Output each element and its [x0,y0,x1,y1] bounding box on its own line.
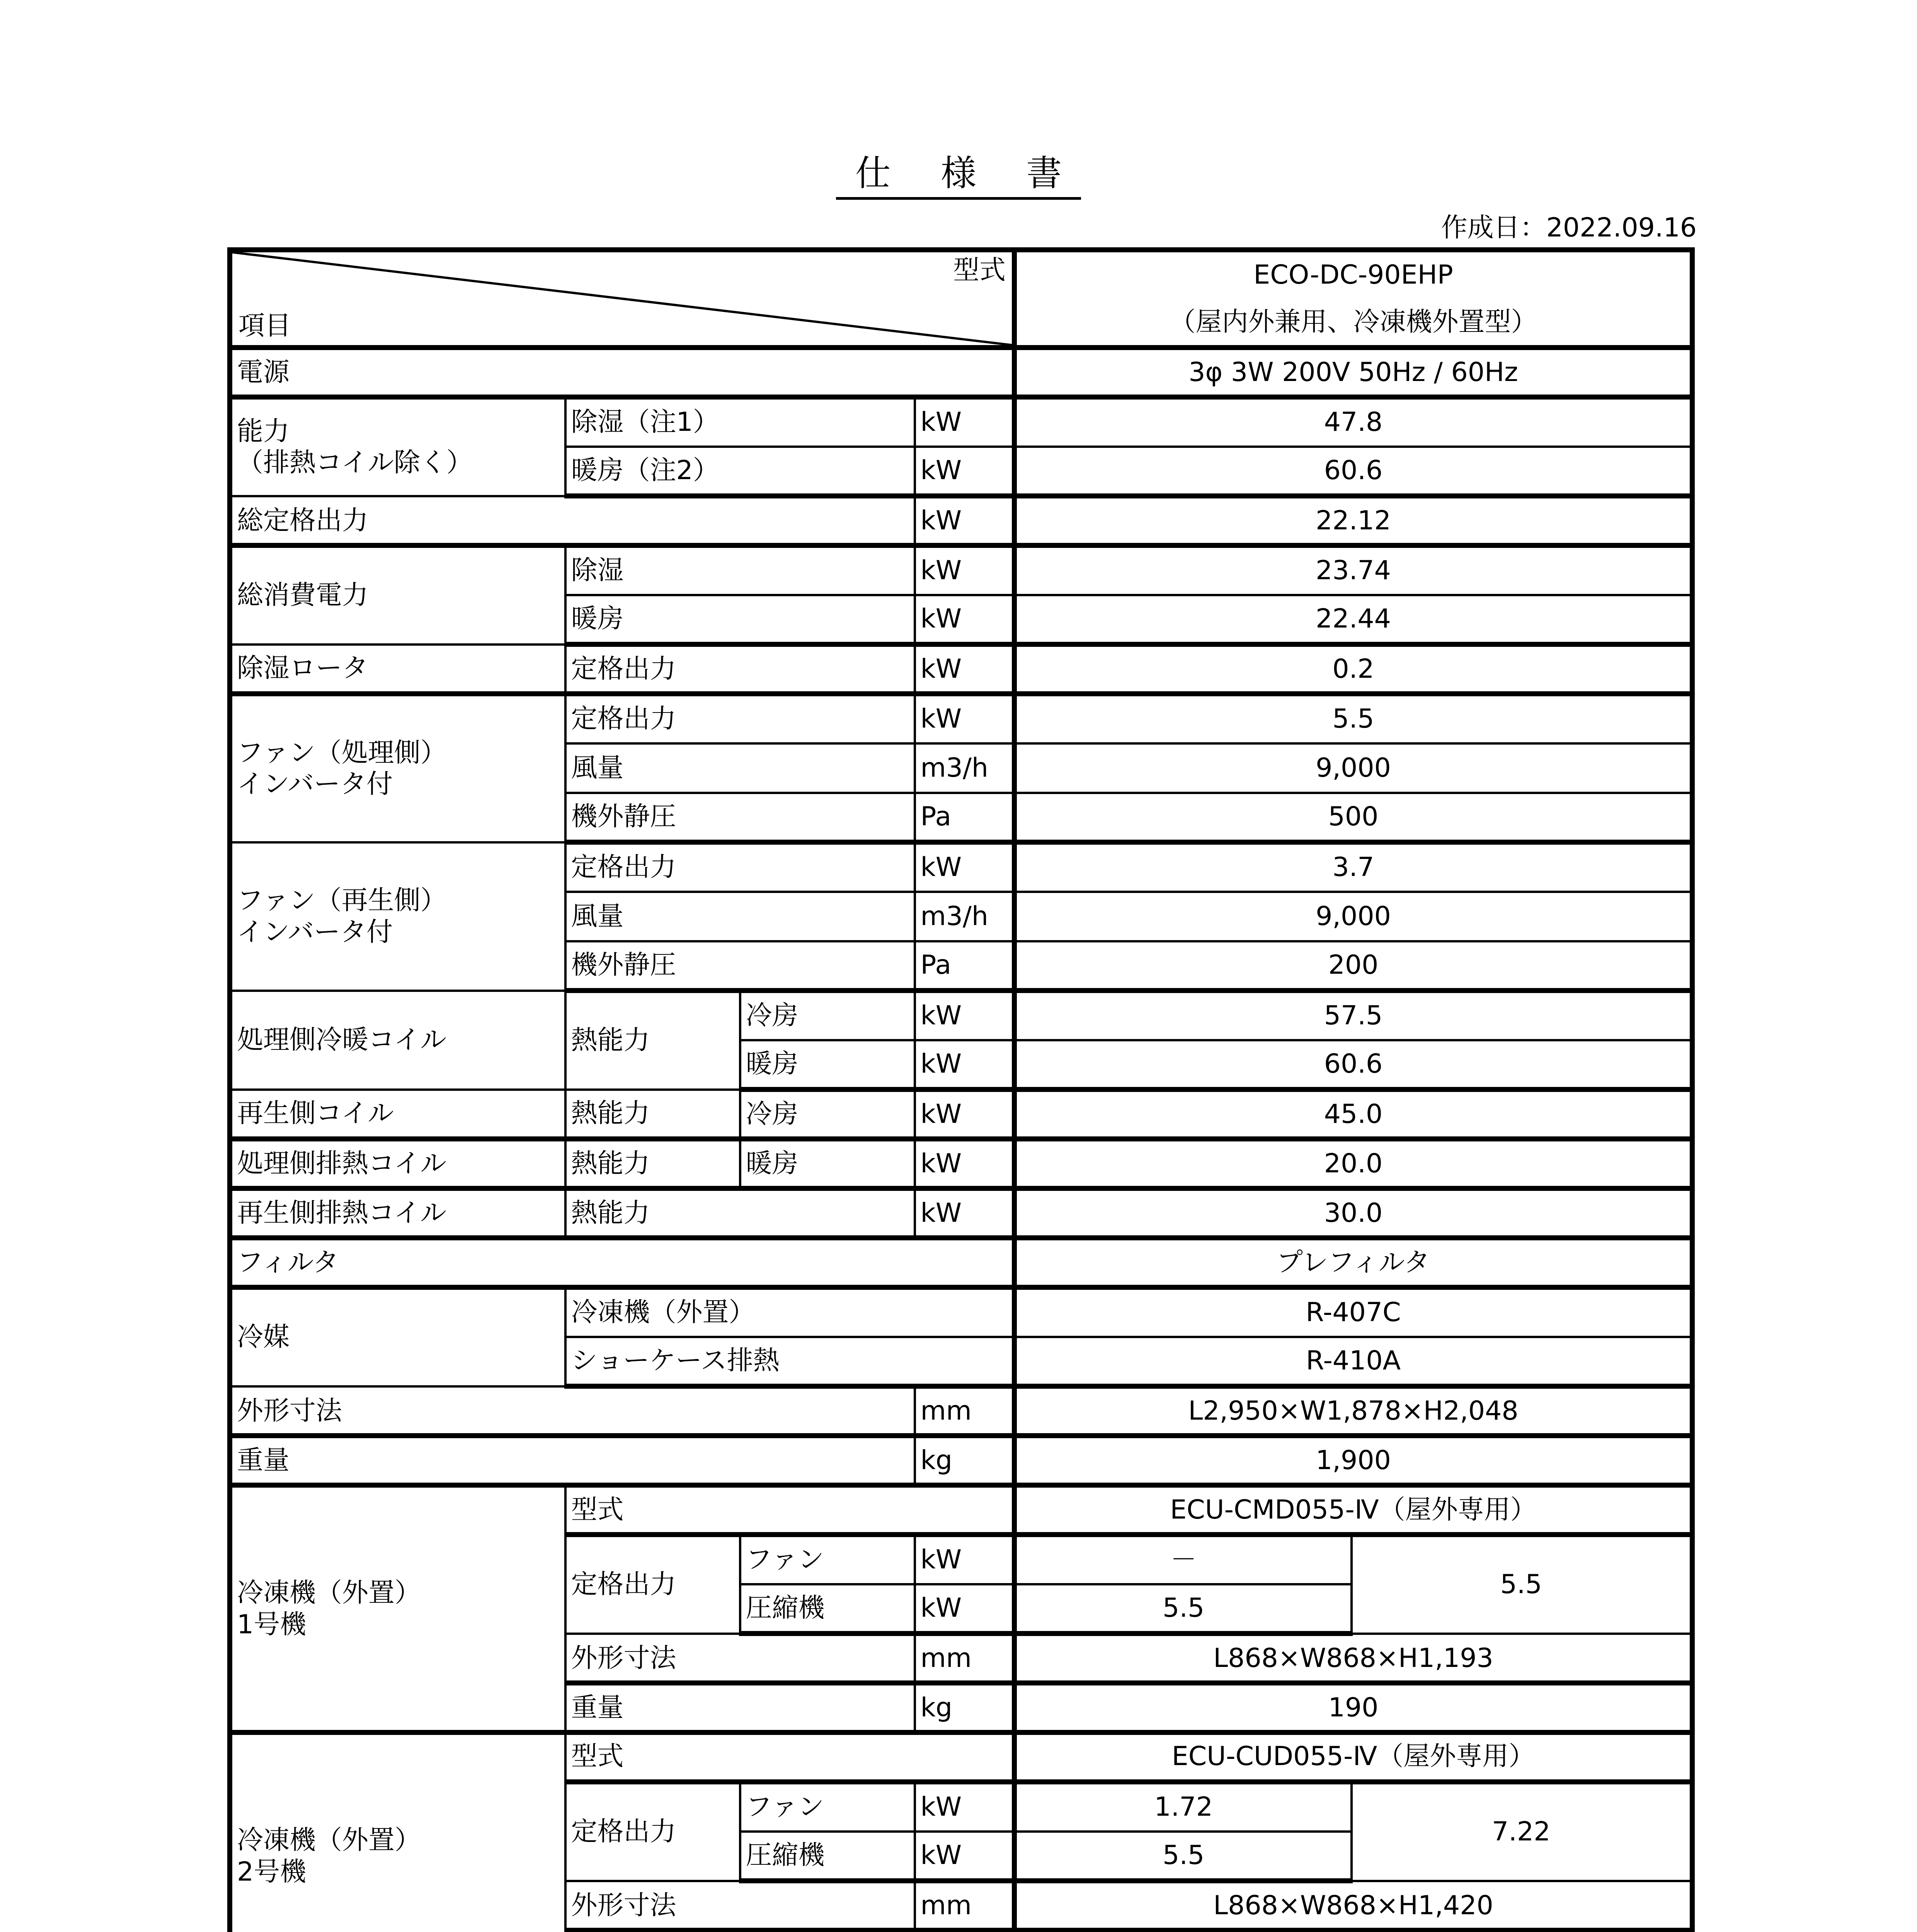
proc-coil-cool-unit: kW [915,991,1015,1040]
document-title: 仕 様 書 [0,145,1917,196]
fan-proc-press-label: 機外静圧 [565,793,915,842]
capacity-heat-unit: kW [915,447,1015,496]
regen-coil-sub: 熱能力 [565,1090,740,1139]
refrigerant-showcase-label: ショーケース排熱 [565,1337,1015,1386]
regen-coil-label: 再生側コイル [230,1090,565,1139]
weight-label: 重量 [230,1436,915,1485]
unit2-dims-unit: mm [915,1881,1015,1930]
proc-exhaust-mode: 暖房 [740,1139,915,1189]
fan-regen-press-label: 機外静圧 [565,941,915,991]
regen-exhaust-value: 30.0 [1015,1189,1692,1238]
unit1-fan-unit: kW [915,1535,1015,1584]
total-rated-label: 総定格出力 [230,496,915,546]
regen-coil-mode: 冷房 [740,1090,915,1139]
unit2-rated-total: 7.22 [1352,1782,1692,1881]
unit1-weight-value: 190 [1015,1683,1692,1733]
fan-proc-press-value: 500 [1015,793,1692,842]
fan-proc-press-unit: Pa [915,793,1015,842]
unit2-model-label: 型式 [565,1733,1015,1782]
weight-value: 1,900 [1015,1436,1692,1485]
power-label: 電源 [230,348,1015,397]
power-value: 3φ 3W 200V 50Hz / 60Hz [1015,348,1692,397]
model-note: （屋内外兼用、冷凍機外置型） [1169,307,1537,337]
total-rated-value: 22.12 [1015,496,1692,546]
unit2-weight-value [1015,1930,1692,1932]
capacity-dehum-row [230,397,1692,447]
unit2-weight-label [565,1930,915,1932]
unit1-comp-unit: kW [915,1584,1015,1634]
proc-coil-heat-value: 60.6 [1015,1040,1692,1090]
unit1-model-value: ECU-CMD055-Ⅳ（屋外専用） [1015,1485,1692,1535]
fan-regen-label: ファン（再生側） インバータ付 [230,842,565,991]
header-row [230,250,1692,348]
unit1-label: 冷凍機（外置） 1号機 [230,1485,565,1733]
fan-regen-press-value: 200 [1015,941,1692,991]
power-row [230,348,1692,397]
fan-regen-flow-value: 9,000 [1015,892,1692,941]
dims-row [230,1386,1692,1436]
dims-label: 外形寸法 [230,1386,915,1436]
unit2-label: 冷凍機（外置） 2号機 [230,1733,565,1932]
regen-coil-value: 45.0 [1015,1090,1692,1139]
rotor-row [230,645,1692,694]
unit2-model-row [230,1733,1692,1782]
filter-label: フィルタ [230,1238,1015,1287]
unit1-rated-label: 定格出力 [565,1535,740,1634]
fan-proc-label: ファン（処理側） インバータ付 [230,694,565,842]
header-diagonal-cell [230,250,1015,348]
proc-coil-sub: 熱能力 [565,991,740,1090]
spec-table [227,247,1695,1932]
total-power-heat-unit: kW [915,595,1015,645]
total-power-dehum-label: 除湿 [565,546,915,595]
unit1-dims-unit: mm [915,1634,1015,1683]
dims-value: L2,950×W1,878×H2,048 [1015,1386,1692,1436]
unit2-model-value: ECU-CUD055-Ⅳ（屋外専用） [1015,1733,1692,1782]
unit1-comp-value: 5.5 [1015,1584,1352,1634]
fan-proc-rated-unit: kW [915,694,1015,743]
total-rated-row [230,496,1692,546]
total-power-dehum-unit: kW [915,546,1015,595]
proc-exhaust-sub: 熱能力 [565,1139,740,1189]
fan-regen-rated-value: 3.7 [1015,842,1692,892]
unit2-weight-unit [915,1930,1015,1932]
unit1-weight-label: 重量 [565,1683,915,1733]
fan-proc-flow-unit: m3/h [915,743,1015,793]
unit2-fan-value: 1.72 [1015,1782,1352,1832]
regen-exhaust-unit: kW [915,1189,1015,1238]
capacity-label: 能力 （排熱コイル除く） [230,397,565,496]
proc-coil-cool-value: 57.5 [1015,991,1692,1040]
rotor-sub: 定格出力 [565,645,915,694]
unit1-rated-total: 5.5 [1352,1535,1692,1634]
fan-regen-rated-row [230,842,1692,892]
capacity-dehum-unit: kW [915,397,1015,447]
proc-coil-label: 処理側冷暖コイル [230,991,565,1090]
unit2-comp-label: 圧縮機 [740,1832,915,1881]
fan-proc-flow-value: 9,000 [1015,743,1692,793]
weight-unit: kg [915,1436,1015,1485]
fan-proc-flow-label: 風量 [565,743,915,793]
total-power-heat-label: 暖房 [565,595,915,645]
filter-row [230,1238,1692,1287]
regen-coil-row [230,1090,1692,1139]
proc-coil-cool-row [230,991,1692,1040]
unit1-weight-unit: kg [915,1683,1015,1733]
model-cell [1015,250,1692,348]
unit2-rated-label: 定格出力 [565,1782,740,1881]
rotor-unit: kW [915,645,1015,694]
model-name: ECO-DC-90EHP [1253,260,1453,291]
refrigerant-label: 冷媒 [230,1287,565,1386]
fan-regen-rated-label: 定格出力 [565,842,915,892]
proc-coil-heat-unit: kW [915,1040,1015,1090]
unit2-comp-unit: kW [915,1832,1015,1881]
total-rated-unit: kW [915,496,1015,546]
rotor-label: 除湿ロータ [230,645,565,694]
fan-regen-flow-label: 風量 [565,892,915,941]
proc-coil-heat-label: 暖房 [740,1040,915,1090]
capacity-heat-value: 60.6 [1015,447,1692,496]
proc-coil-cool-label: 冷房 [740,991,915,1040]
unit2-fan-label: ファン [740,1782,915,1832]
refrigerant-outdoor-label: 冷凍機（外置） [565,1287,1015,1337]
fan-regen-press-unit: Pa [915,941,1015,991]
total-power-dehum-row [230,546,1692,595]
unit2-fan-unit: kW [915,1782,1015,1832]
item-label: 項目 [238,311,291,342]
regen-exhaust-row [230,1189,1692,1238]
fan-regen-rated-unit: kW [915,842,1015,892]
refrigerant-outdoor-value: R-407C [1015,1287,1692,1337]
capacity-heat-label: 暖房（注2） [565,447,915,496]
capacity-dehum-value: 47.8 [1015,397,1692,447]
fan-proc-rated-row [230,694,1692,743]
unit2-dims-label: 外形寸法 [565,1881,915,1930]
total-power-heat-value: 22.44 [1015,595,1692,645]
capacity-dehum-label: 除湿（注1） [565,397,915,447]
proc-exhaust-value: 20.0 [1015,1139,1692,1189]
fan-proc-rated-label: 定格出力 [565,694,915,743]
proc-exhaust-row [230,1139,1692,1189]
unit2-comp-value: 5.5 [1015,1832,1352,1881]
proc-exhaust-label: 処理側排熱コイル [230,1139,565,1189]
refrigerant-outdoor-row [230,1287,1692,1337]
creation-date: 作成日：2022.09.16 [1441,213,1697,243]
model-label: 型式 [953,255,1006,286]
total-power-dehum-value: 23.74 [1015,546,1692,595]
total-power-label: 総消費電力 [230,546,565,645]
weight-row [230,1436,1692,1485]
unit1-dims-value: L868×W868×H1,193 [1015,1634,1692,1683]
fan-proc-rated-value: 5.5 [1015,694,1692,743]
regen-coil-unit: kW [915,1090,1015,1139]
unit1-comp-label: 圧縮機 [740,1584,915,1634]
regen-exhaust-label: 再生側排熱コイル [230,1189,565,1238]
unit1-model-label: 型式 [565,1485,1015,1535]
filter-value: プレフィルタ [1015,1238,1692,1287]
unit1-model-row [230,1485,1692,1535]
unit2-dims-value: L868×W868×H1,420 [1015,1881,1692,1930]
refrigerant-showcase-value: R-410A [1015,1337,1692,1386]
unit1-dims-label: 外形寸法 [565,1634,915,1683]
unit1-fan-label: ファン [740,1535,915,1584]
regen-exhaust-sub: 熱能力 [565,1189,915,1238]
unit1-fan-value: － [1015,1535,1352,1584]
rotor-value: 0.2 [1015,645,1692,694]
proc-exhaust-unit: kW [915,1139,1015,1189]
dims-unit: mm [915,1386,1015,1436]
fan-regen-flow-unit: m3/h [915,892,1015,941]
